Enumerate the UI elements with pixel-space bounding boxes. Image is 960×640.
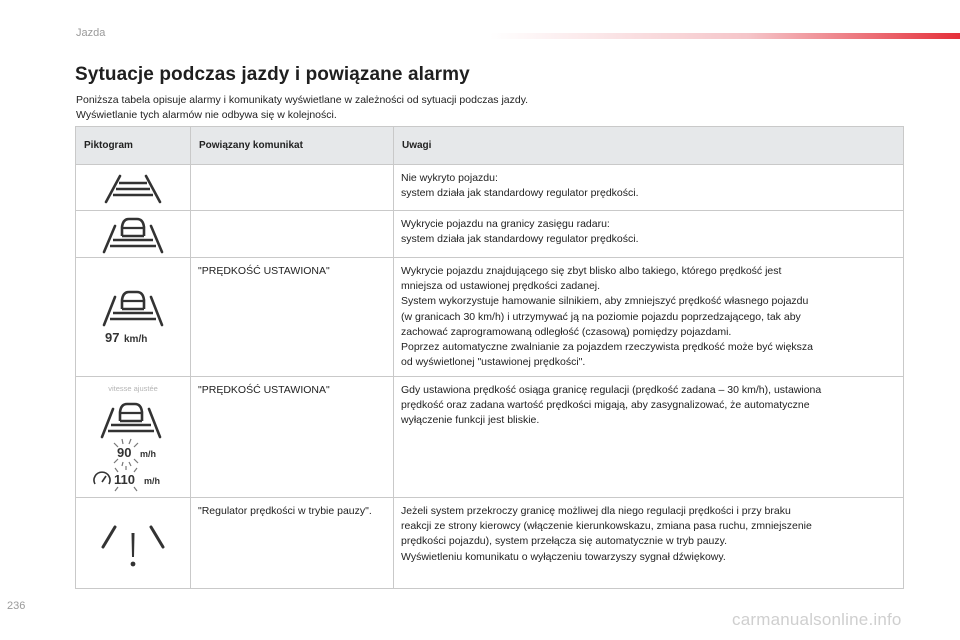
speed-value: 90 — [117, 445, 132, 460]
speed-unit: m/h — [144, 476, 161, 486]
note-line: Nie wykryto pojazdu: — [401, 172, 498, 184]
watermark: carmanualsonline.info — [732, 610, 902, 629]
speed-set-value: 110 — [114, 472, 135, 487]
speed-value: 97 — [105, 330, 120, 345]
notes-cell — [394, 498, 904, 589]
lane-lines-icon — [93, 168, 173, 208]
pictogram-cell — [76, 377, 191, 498]
table-row — [76, 377, 904, 498]
note-line: system działa jak standardowy regulator prędkości. — [401, 187, 639, 200]
speedometer-icon — [94, 472, 110, 484]
column-header-message: Powiązany komunikat — [191, 127, 394, 165]
warning-exclamation-icon — [91, 511, 175, 575]
table-row — [76, 211, 904, 258]
table-row — [76, 165, 904, 211]
note-line: Jeżeli system przekroczy granicę możliwej dla niego regulacji prędkości i przy braku — [401, 505, 791, 517]
pictogram-cell — [76, 165, 191, 211]
note-line: od wyświetlonej "ustawionej prędkości". — [401, 356, 586, 369]
speed-adjusted-caption: vitesse ajustée — [108, 384, 158, 393]
speed-unit: m/h — [140, 449, 157, 459]
section-label: Jazda — [76, 27, 106, 39]
notes-cell — [394, 165, 904, 211]
header-rule — [490, 33, 960, 39]
vehicle-ahead-speed-icon — [91, 287, 175, 347]
note-line: Poprzez automatyczne zwalnianie za pojazdem rzeczywista prędkość może być większa — [401, 341, 814, 354]
note-line: System wykorzystuje hamowanie silnikiem, aby zmniejszyć prędkość własnego pojazdu — [401, 295, 809, 308]
note-line: Wykrycie pojazdu na granicy zasięgu radaru: — [401, 218, 610, 230]
pictogram-cell — [76, 498, 191, 589]
note-line: system działa jak standardowy regulator prędkości. — [401, 233, 639, 246]
note-line: Wykrycie pojazdu znajdującego się zbyt blisko albo takiego, którego prędkość jest — [401, 265, 782, 277]
note-line: Gdy ustawiona prędkość osiąga granicę regulacji (prędkość zadana – 30 km/h), ustawiona — [401, 384, 822, 396]
note-line: prędkości pojazdu), system przełącza się automatycznie w tryb pauzy. — [401, 535, 728, 548]
alarm-table — [75, 126, 904, 589]
intro-text — [76, 93, 528, 123]
notes-cell — [394, 258, 904, 377]
page-number: 236 — [7, 600, 26, 612]
message-cell: "PRĘDKOŚĆ USTAWIONA" — [191, 258, 394, 377]
column-header-notes: Uwagi — [394, 127, 904, 165]
page-title: Sytuacje podczas jazdy i powiązane alarmy — [75, 64, 470, 85]
note-line: reakcji ze strony kierowcy (włączenie kierunkowskazu, zmiana pasa ruchu, zmniejszenie — [401, 520, 812, 533]
message-cell: "PRĘDKOŚĆ USTAWIONA" — [191, 377, 394, 498]
note-line: wyłączenie funkcji jest bliskie. — [401, 414, 540, 427]
message-cell — [191, 165, 394, 211]
table-row — [76, 498, 904, 589]
table-header-row — [76, 127, 904, 165]
note-line: prędkość oraz zadana wartość prędkości migają, aby zasygnalizować, że automatyczne — [401, 399, 810, 412]
speed-adjusted-blinking-icon — [88, 381, 178, 493]
note-line: mniejsza od ustawionej prędkości zadanej. — [401, 280, 601, 293]
table-row — [76, 258, 904, 377]
intro-line: Wyświetlanie tych alarmów nie odbywa się w kolejności. — [76, 109, 337, 121]
pictogram-cell — [76, 211, 191, 258]
vehicle-ahead-icon — [93, 212, 173, 256]
intro-line: Poniższa tabela opisuje alarmy i komunikaty wyświetlane w zależności od sytuacji podczas jazdy. — [76, 94, 529, 106]
speed-unit: km/h — [124, 334, 148, 345]
column-header-pictogram: Piktogram — [76, 127, 191, 165]
notes-cell — [394, 377, 904, 498]
message-cell — [191, 211, 394, 258]
notes-cell — [394, 211, 904, 258]
pictogram-cell — [76, 258, 191, 377]
message-cell: "Regulator prędkości w trybie pauzy". — [191, 498, 394, 589]
note-line: zachować zaprogramowaną odległość (czasową) pomiędzy pojazdami. — [401, 325, 732, 338]
note-line: (w granicach 30 km/h) i utrzymywać ją na poziomie pojazdu poprzedzającego, tak aby — [401, 310, 801, 323]
note-line: Wyświetleniu komunikatu o wyłączeniu towarzyszy sygnał dźwiękowy. — [401, 550, 726, 563]
